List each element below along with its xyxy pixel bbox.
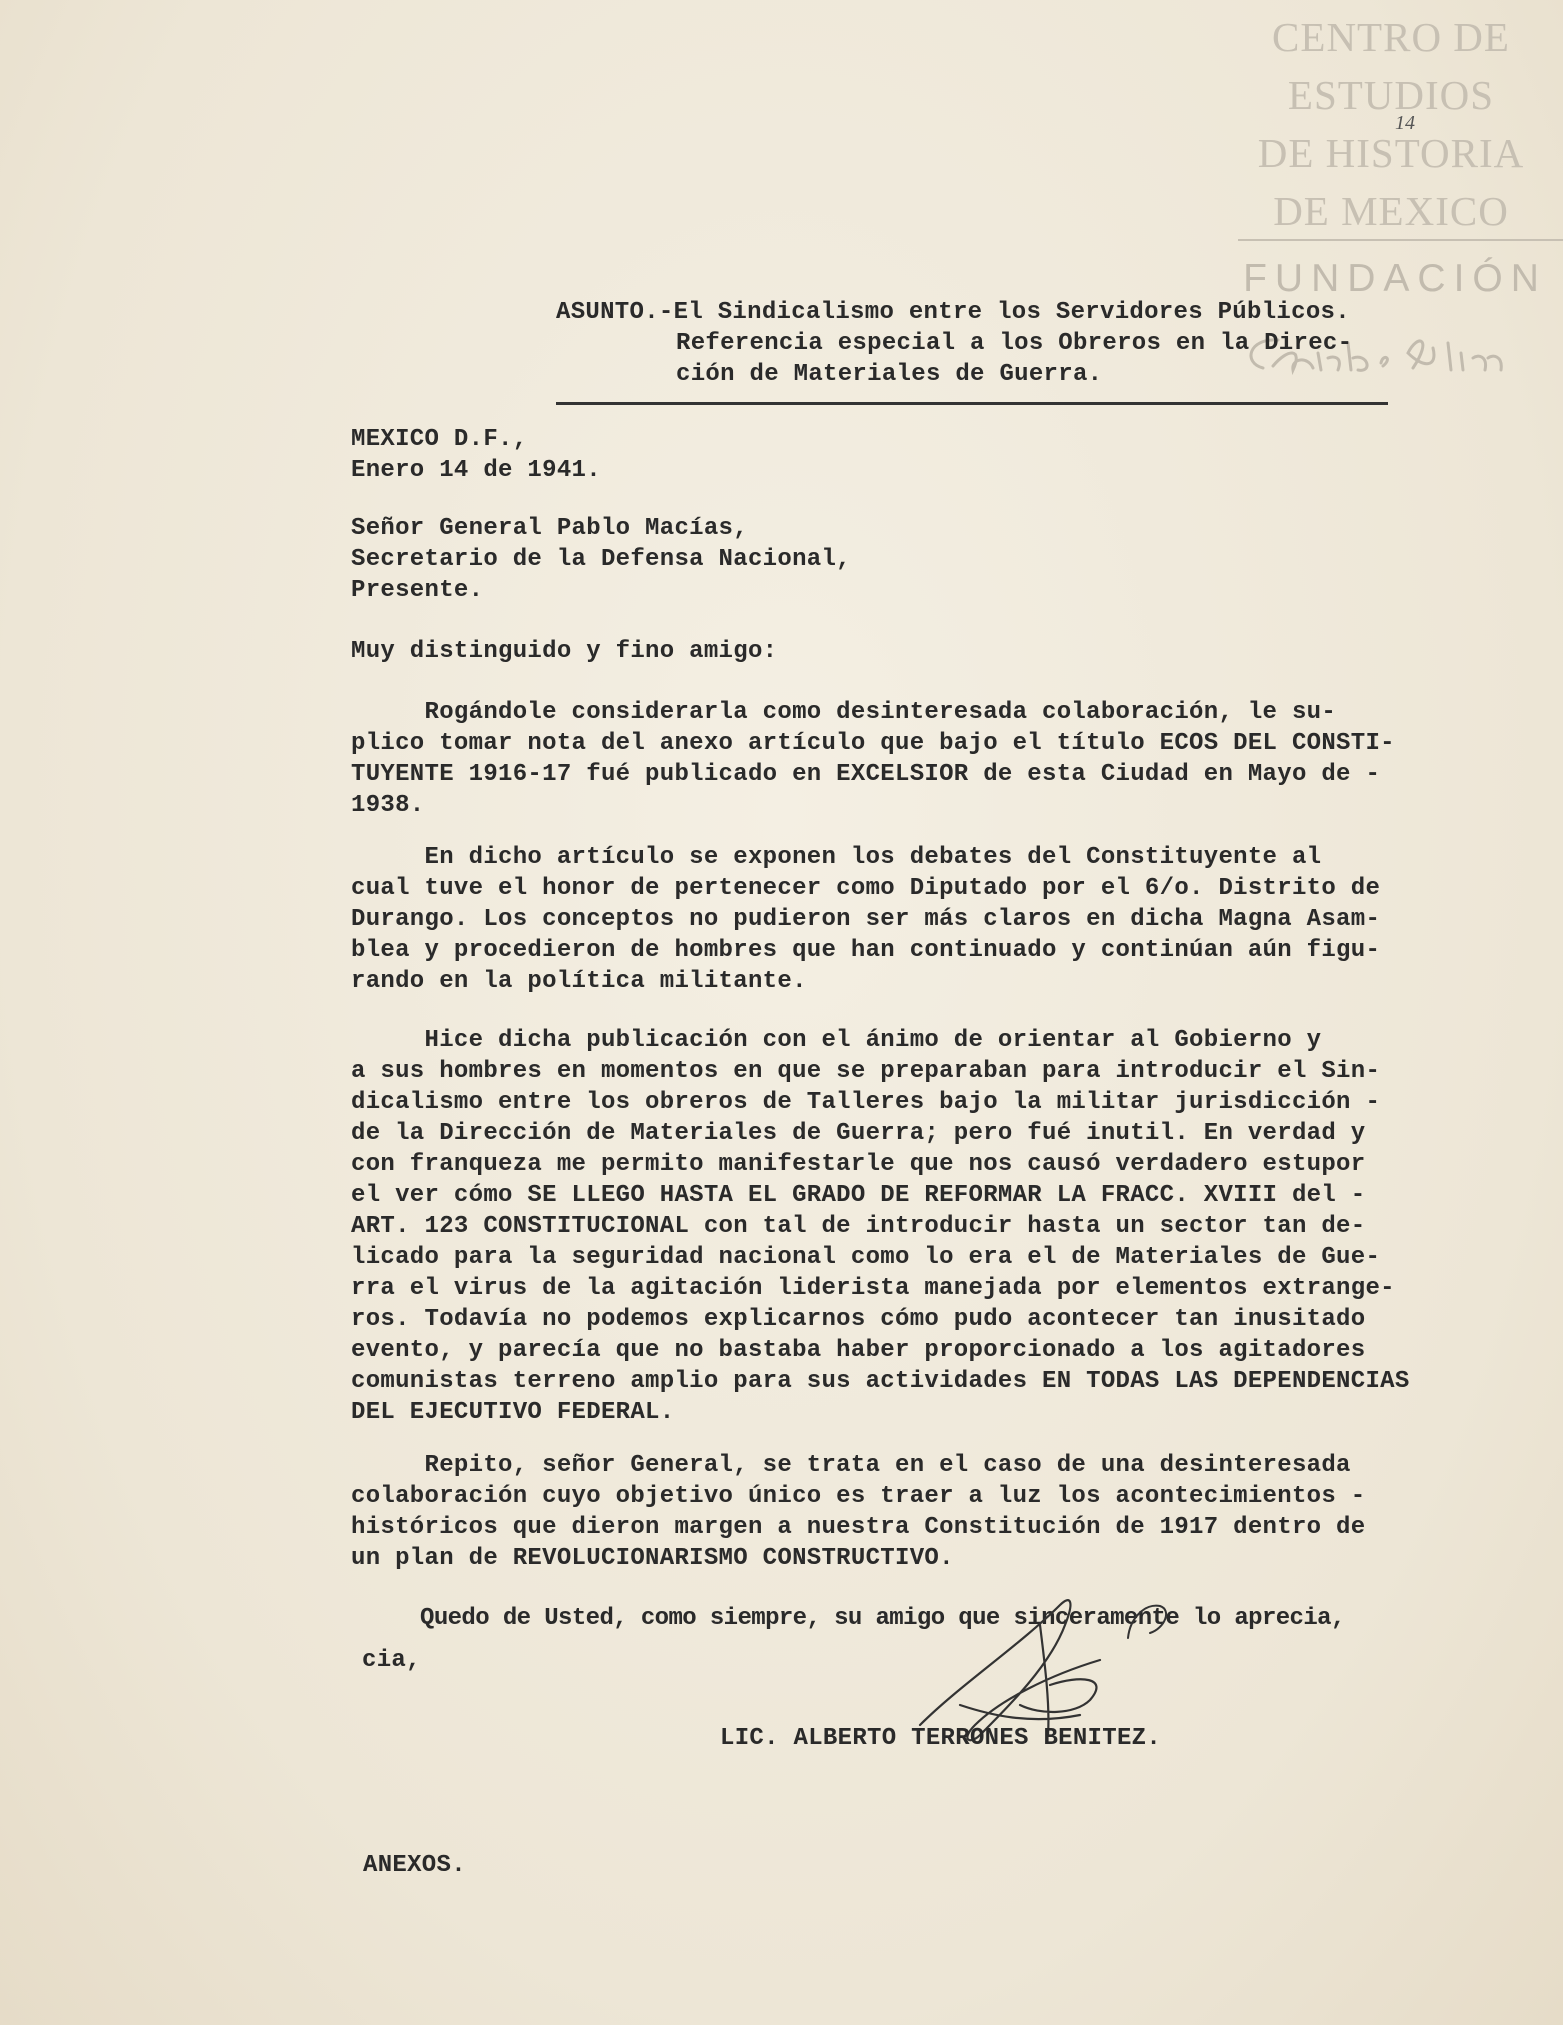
paragraph-line: licado para la seguridad nacional como lo era el de Materiales de Gue-: [351, 1244, 1381, 1271]
paragraph-line: plico tomar nota del anexo artículo que bajo el título ECOS DEL CONSTI-: [351, 730, 1395, 757]
paragraph-line: cual tuve el honor de pertenecer como Diputado por el 6/o. Distrito de: [351, 875, 1381, 902]
paragraph-line: ART. 123 CONSTITUCIONAL con tal de introducir hasta un sector tan de-: [351, 1213, 1366, 1240]
archive-watermark: [1241, 8, 1541, 240]
asunto-line-2: Referencia especial a los Obreros en la Direc-: [676, 330, 1353, 357]
paragraph-line: blea y procedieron de hombres que han continuado y continúan aún figu-: [351, 937, 1381, 964]
paragraph-line: el ver cómo SE LLEGO HASTA EL GRADO DE REFORMAR LA FRACC. XVIII del -: [351, 1182, 1366, 1209]
watermark-line: DE MEXICO: [1273, 188, 1509, 234]
paragraph-line: evento, y parecía que no bastaba haber proporcionado a los agitadores: [351, 1337, 1366, 1364]
paragraph-line: rando en la política militante.: [351, 968, 807, 995]
recipient-title: Secretario de la Defensa Nacional,: [351, 546, 851, 573]
paragraph-line: de la Dirección de Materiales de Guerra; pero fué inutil. En verdad y: [351, 1120, 1366, 1147]
annex-label: ANEXOS.: [363, 1852, 466, 1879]
watermark-fundacion: FUNDACIÓN: [1243, 257, 1547, 300]
recipient-presente: Presente.: [351, 577, 484, 604]
asunto-underline: [556, 402, 1388, 405]
paragraph-line: dicalismo entre los obreros de Talleres bajo la militar jurisdicción -: [351, 1089, 1381, 1116]
place-line: MEXICO D.F.,: [351, 426, 528, 453]
paragraph-line: colaboración cuyo objetivo único es traer a luz los acontecimientos -: [351, 1483, 1366, 1510]
paragraph-line: Hice dicha publicación con el ánimo de orientar al Gobierno y: [351, 1027, 1322, 1054]
paragraph-line: 1938.: [351, 792, 425, 819]
asunto-line-3: ción de Materiales de Guerra.: [676, 361, 1103, 388]
paragraph-line: a sus hombres en momentos en que se preparaban para introducir el Sin-: [351, 1058, 1381, 1085]
paragraph-line: En dicho artículo se exponen los debates del Constituyente al: [351, 844, 1322, 871]
watermark-line: ESTUDIOS: [1287, 72, 1495, 118]
date-line: Enero 14 de 1941.: [351, 457, 601, 484]
watermark-divider: [1238, 239, 1563, 241]
page-number-mark: 14: [1395, 112, 1415, 134]
closing-line-2: cia,: [362, 1647, 421, 1674]
watermark-line: DE HISTORIA: [1257, 130, 1525, 176]
paragraph-line: ros. Todavía no podemos explicarnos cómo pudo acontecer tan inusitado: [351, 1306, 1366, 1333]
asunto-line-1: ASUNTO.-El Sindicalismo entre los Servidores Públicos.: [556, 299, 1350, 326]
paragraph-line: rra el virus de la agitación liderista manejada por elementos extrange-: [351, 1275, 1395, 1302]
paragraph-line: Durango. Los conceptos no pudieron ser más claros en dicha Magna Asam-: [351, 906, 1381, 933]
recipient-name: Señor General Pablo Macías,: [351, 515, 748, 542]
watermark-line: CENTRO DE: [1272, 14, 1510, 60]
paragraph-line: con franqueza me permito manifestarle que nos causó verdadero estupor: [351, 1151, 1366, 1178]
handwritten-initial-mark: [1120, 1598, 1180, 1643]
paragraph-line: TUYENTE 1916-17 fué publicado en EXCELSIOR de esta Ciudad en Mayo de -: [351, 761, 1381, 788]
closing-line: Quedo de Usted, como siempre, su amigo que sinceramente lo aprecia,: [351, 1605, 1345, 1632]
paragraph-line: históricos que dieron margen a nuestra Constitución de 1917 dentro de: [351, 1514, 1366, 1541]
paragraph-line: Repito, señor General, se trata en el caso de una desinteresada: [351, 1452, 1351, 1479]
signature-name: LIC. ALBERTO TERRONES BENITEZ.: [720, 1725, 1162, 1752]
salutation: Muy distinguido y fino amigo:: [351, 638, 778, 665]
paragraph-line: Rogándole considerarla como desinteresada colaboración, le su-: [351, 699, 1337, 726]
paragraph-line: comunistas terreno amplio para sus actividades EN TODAS LAS DEPENDENCIAS: [351, 1368, 1410, 1395]
paragraph-line: un plan de REVOLUCIONARISMO CONSTRUCTIVO.: [351, 1545, 954, 1572]
paragraph-line: DEL EJECUTIVO FEDERAL.: [351, 1399, 675, 1426]
